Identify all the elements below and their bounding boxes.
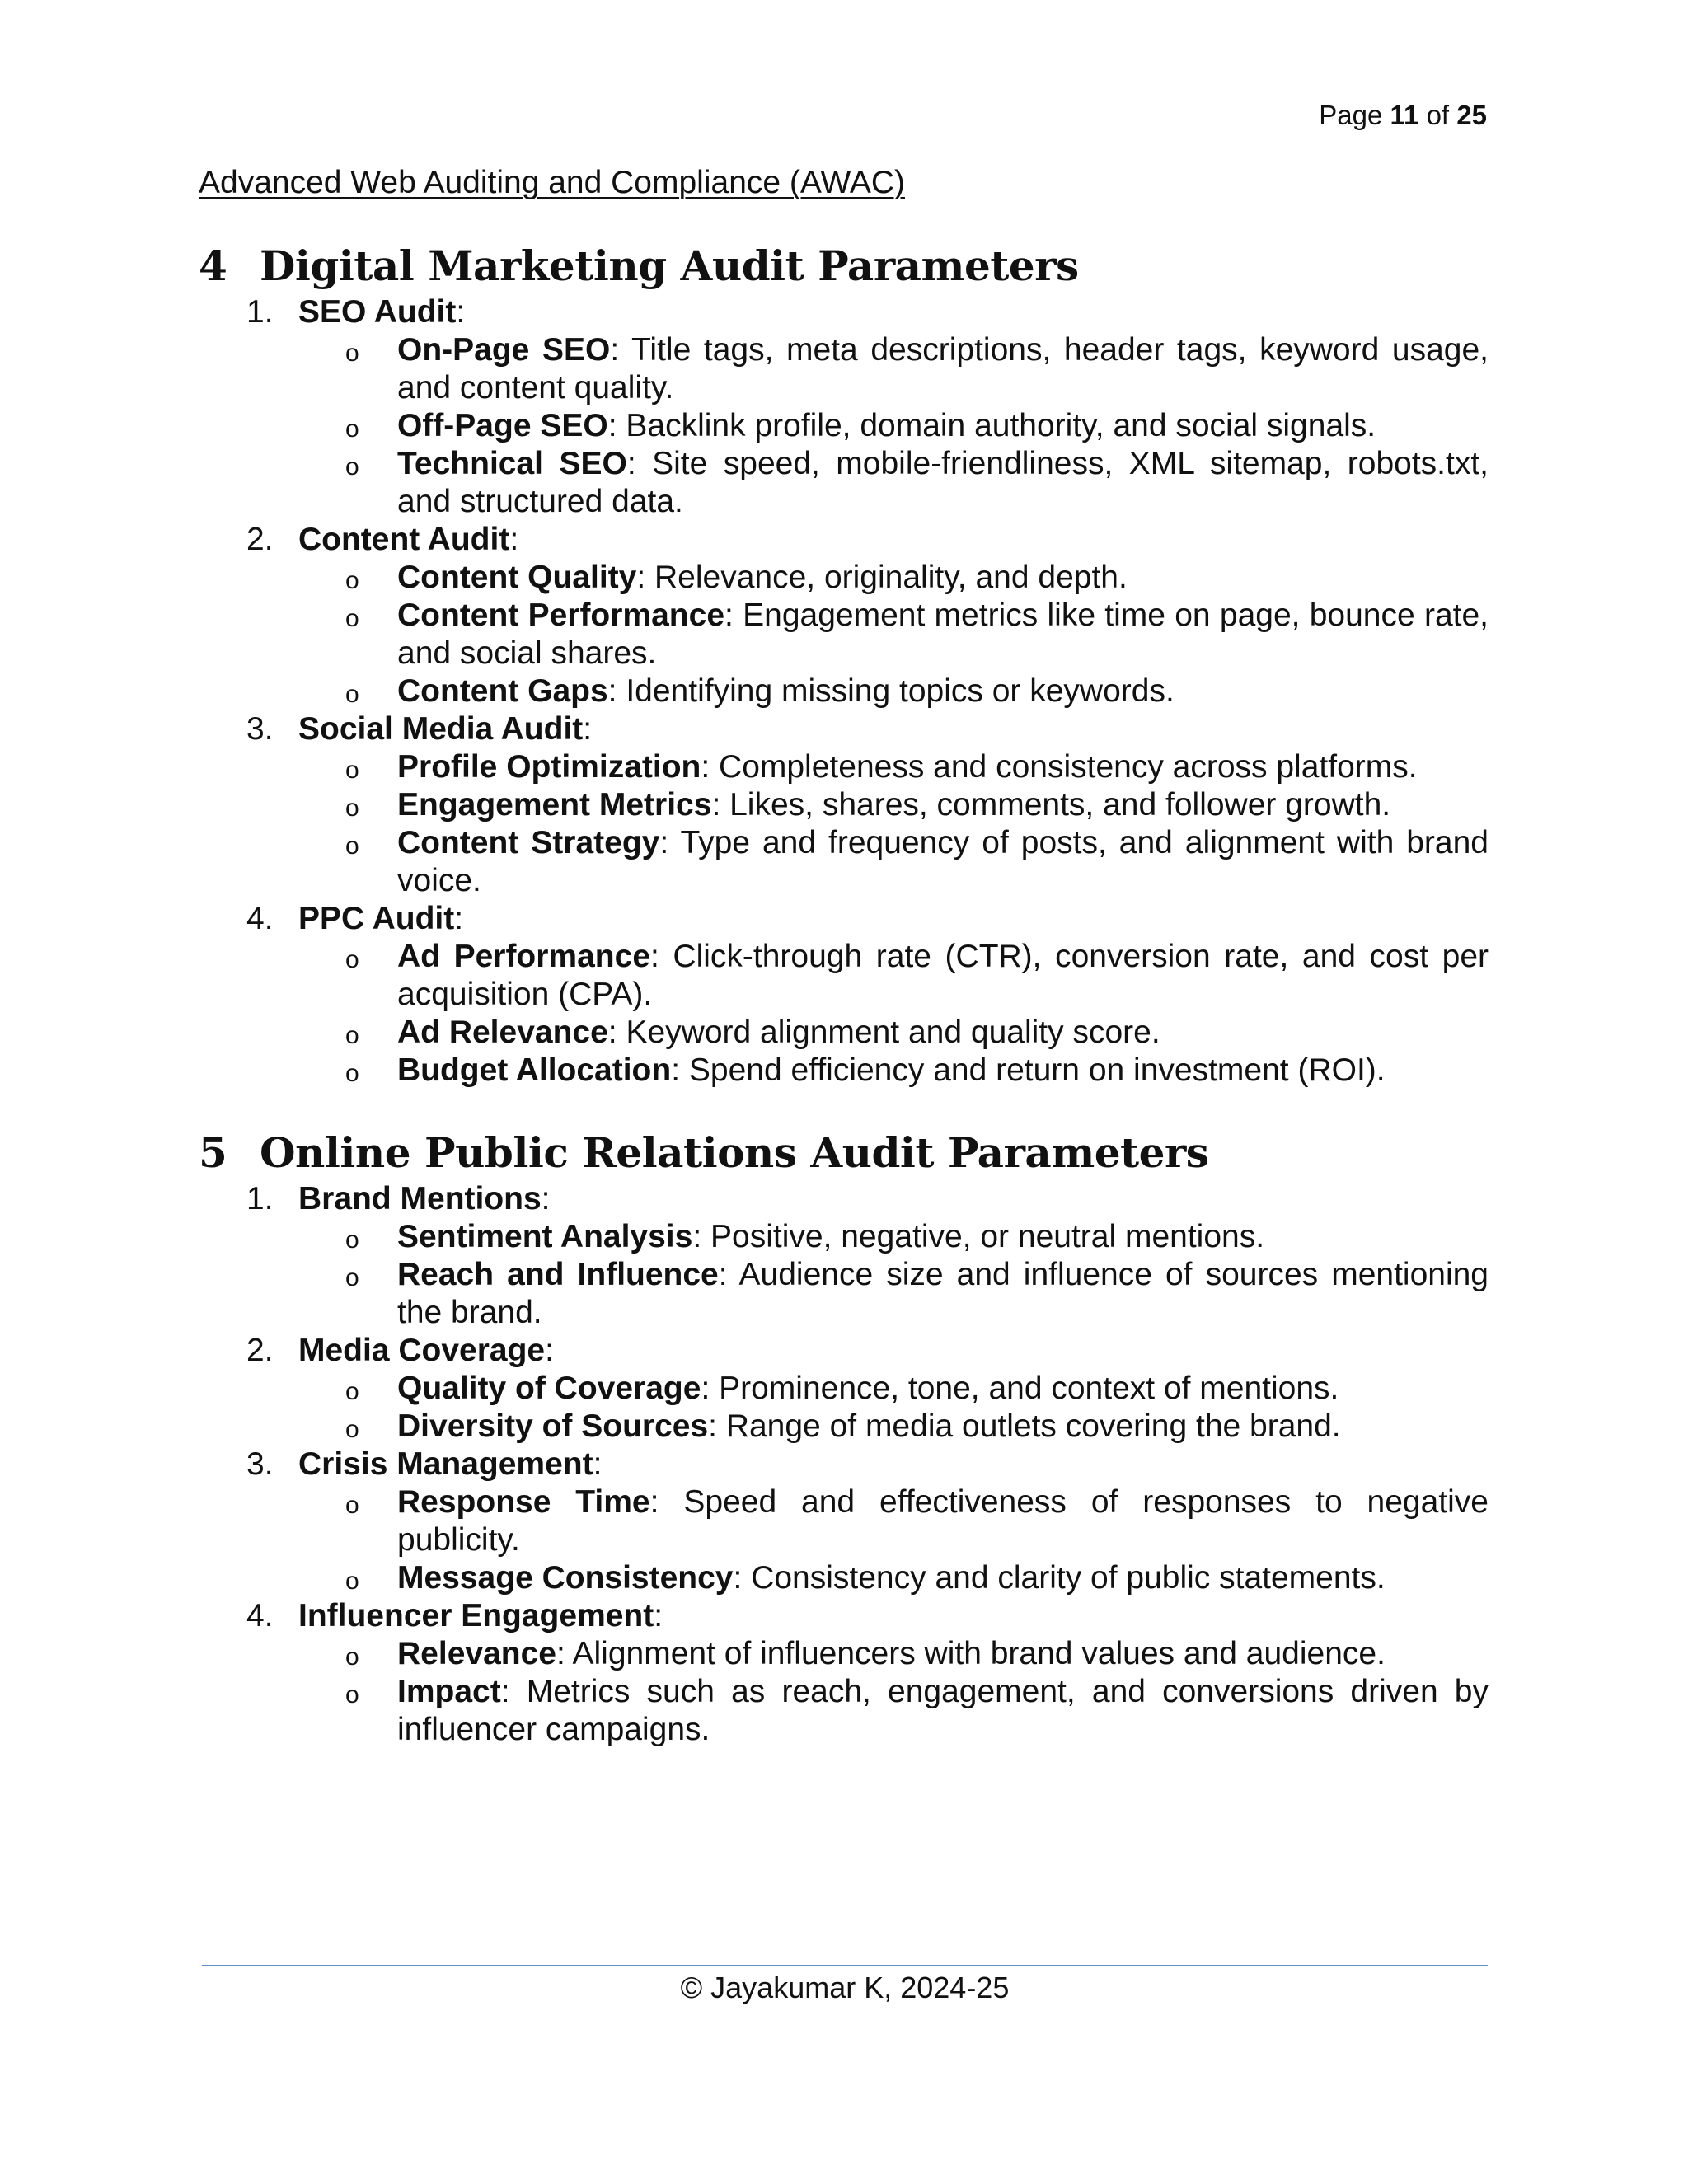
item-label: Technical SEO bbox=[397, 446, 627, 481]
item-label: Reach and Influence bbox=[397, 1257, 719, 1292]
list-item bbox=[199, 938, 1489, 1014]
item-label: Impact bbox=[397, 1674, 501, 1709]
category-content-audit: 2. Content Audit: bbox=[246, 522, 519, 557]
category-social-media-audit: 3. Social Media Audit: bbox=[246, 711, 593, 747]
list-item bbox=[199, 1014, 1489, 1052]
item-label: Content Performance bbox=[397, 598, 725, 633]
list-item bbox=[199, 1483, 1489, 1559]
category-media-coverage: 2. Media Coverage: bbox=[246, 1333, 554, 1368]
category-ppc-audit: 4. PPC Audit: bbox=[246, 901, 464, 936]
bullet-icon: o bbox=[345, 1643, 359, 1671]
page-number-separator: of bbox=[1426, 100, 1450, 130]
item-text: : Speed and effectiveness of responses to negative publicity. bbox=[397, 1484, 1489, 1558]
category-number: 2. bbox=[246, 1333, 274, 1368]
bullet-icon: o bbox=[345, 453, 359, 480]
section-number: 4 bbox=[199, 241, 227, 290]
page-number-prefix: Page bbox=[1319, 100, 1383, 130]
list-item bbox=[199, 1635, 1489, 1673]
category-title: Social Media Audit bbox=[298, 711, 584, 747]
list-item bbox=[199, 1370, 1489, 1408]
section-4 bbox=[199, 239, 1489, 1090]
item-text: : Likes, shares, comments, and follower growth. bbox=[711, 787, 1391, 823]
category-seo-audit: 1. SEO Audit: bbox=[246, 294, 466, 330]
list-item bbox=[199, 1673, 1489, 1749]
list-item bbox=[199, 1559, 1489, 1597]
section-heading bbox=[199, 239, 1489, 293]
item-label: Sentiment Analysis bbox=[397, 1219, 693, 1254]
bullet-icon: o bbox=[345, 1416, 359, 1443]
item-text: : Spend efficiency and return on investment (ROI). bbox=[671, 1052, 1386, 1088]
item-label: Off-Page SEO bbox=[397, 408, 608, 443]
category-crisis-management: 3. Crisis Management: bbox=[246, 1446, 603, 1482]
item-text: : Keyword alignment and quality score. bbox=[607, 1015, 1160, 1050]
list-item bbox=[199, 407, 1489, 445]
page-number-total: 25 bbox=[1456, 100, 1487, 130]
category-title: PPC Audit bbox=[298, 901, 455, 936]
list-item bbox=[199, 445, 1489, 521]
category-title: Crisis Management bbox=[298, 1446, 593, 1482]
item-text: : Title tags, meta descriptions, header tags, keyword usage, and content quality. bbox=[397, 332, 1489, 405]
item-text: : Engagement metrics like time on page, bounce rate, and social shares. bbox=[397, 598, 1489, 671]
bullet-icon: o bbox=[345, 605, 359, 632]
page-number-current: 11 bbox=[1390, 100, 1419, 130]
section-title: Digital Marketing Audit Parameters bbox=[260, 241, 1079, 290]
item-text: : Alignment of influencers with brand values and audience. bbox=[556, 1636, 1386, 1671]
bullet-icon: o bbox=[345, 1264, 359, 1291]
item-label: Content Strategy bbox=[397, 825, 660, 860]
bullet-icon: o bbox=[345, 415, 359, 443]
list-item bbox=[199, 1052, 1489, 1090]
category-title: Brand Mentions bbox=[298, 1181, 542, 1216]
item-text: : Audience size and influence of sources mentioning the brand. bbox=[397, 1257, 1489, 1330]
list-item bbox=[199, 1256, 1489, 1332]
section-number: 5 bbox=[199, 1128, 227, 1177]
category-brand-mentions: 1. Brand Mentions: bbox=[246, 1181, 551, 1216]
item-text: : Click-through rate (CTR), conversion rate, and cost per acquisition (CPA). bbox=[397, 939, 1489, 1012]
category-number: 3. bbox=[246, 1446, 274, 1482]
item-label: Ad Performance bbox=[397, 939, 651, 974]
category-title: Media Coverage bbox=[298, 1333, 546, 1368]
item-text: : Prominence, tone, and context of mentions. bbox=[701, 1371, 1339, 1406]
list-item bbox=[199, 559, 1489, 597]
list-item bbox=[199, 1408, 1489, 1446]
item-label: Content Quality bbox=[397, 560, 637, 595]
item-label: Quality of Coverage bbox=[397, 1371, 701, 1406]
page-number bbox=[1319, 99, 1487, 132]
bullet-icon: o bbox=[345, 757, 359, 784]
category-influencer-engagement: 4. Influencer Engagement: bbox=[246, 1598, 663, 1633]
item-text: : Consistency and clarity of public statements. bbox=[733, 1560, 1386, 1596]
bullet-icon: o bbox=[345, 1022, 359, 1049]
item-label: Ad Relevance bbox=[397, 1015, 608, 1050]
footer-divider bbox=[202, 1965, 1488, 1966]
list-item bbox=[199, 597, 1489, 673]
item-text: : Backlink profile, domain authority, and social signals. bbox=[607, 408, 1376, 443]
bullet-icon: o bbox=[345, 1060, 359, 1087]
list-item bbox=[199, 786, 1489, 824]
item-label: On-Page SEO bbox=[397, 332, 611, 368]
bullet-icon: o bbox=[345, 340, 359, 367]
section-heading bbox=[199, 1126, 1489, 1180]
bullet-icon: o bbox=[345, 681, 359, 708]
list-item bbox=[199, 673, 1489, 710]
item-label: Profile Optimization bbox=[397, 749, 701, 785]
document-header-title: Advanced Web Auditing and Compliance (AWAC) bbox=[199, 165, 905, 200]
footer-copyright: © Jayakumar K, 2024-25 bbox=[680, 1971, 1010, 2004]
list-item bbox=[199, 748, 1489, 786]
category-title: Influencer Engagement bbox=[298, 1598, 654, 1633]
section-5 bbox=[199, 1126, 1489, 1749]
bullet-icon: o bbox=[345, 946, 359, 973]
item-label: Diversity of Sources bbox=[397, 1408, 709, 1444]
item-label: Response Time bbox=[397, 1484, 650, 1520]
item-text: : Type and frequency of posts, and alignment with brand voice. bbox=[397, 825, 1489, 898]
item-text: : Positive, negative, or neutral mentions. bbox=[692, 1219, 1265, 1254]
category-number: 4. bbox=[246, 1598, 274, 1633]
section-title: Online Public Relations Audit Parameters bbox=[260, 1128, 1209, 1177]
item-label: Message Consistency bbox=[397, 1560, 734, 1596]
bullet-icon: o bbox=[345, 1378, 359, 1405]
item-text: : Completeness and consistency across platforms. bbox=[701, 749, 1418, 785]
category-number: 1. bbox=[246, 294, 274, 330]
category-number: 3. bbox=[246, 711, 274, 747]
bullet-icon: o bbox=[345, 832, 359, 860]
category-number: 2. bbox=[246, 522, 274, 557]
item-text: : Identifying missing topics or keywords. bbox=[607, 673, 1175, 709]
item-text: : Relevance, originality, and depth. bbox=[636, 560, 1128, 595]
item-label: Budget Allocation bbox=[397, 1052, 672, 1088]
list-item bbox=[199, 331, 1489, 407]
bullet-icon: o bbox=[345, 1492, 359, 1519]
bullet-icon: o bbox=[345, 1226, 359, 1254]
item-text: : Metrics such as reach, engagement, and conversions driven by influencer campaigns. bbox=[397, 1674, 1489, 1747]
category-number: 4. bbox=[246, 901, 274, 936]
category-number: 1. bbox=[246, 1181, 274, 1216]
bullet-icon: o bbox=[345, 1568, 359, 1595]
item-label: Relevance bbox=[397, 1636, 556, 1671]
category-title: SEO Audit bbox=[298, 294, 457, 330]
list-item bbox=[199, 824, 1489, 900]
item-text: : Site speed, mobile-friendliness, XML sitemap, robots.txt, and structured data. bbox=[397, 446, 1489, 519]
bullet-icon: o bbox=[345, 1681, 359, 1708]
bullet-icon: o bbox=[345, 794, 359, 822]
item-label: Engagement Metrics bbox=[397, 787, 712, 823]
category-title: Content Audit bbox=[298, 522, 510, 557]
bullet-icon: o bbox=[345, 567, 359, 594]
list-item bbox=[199, 1218, 1489, 1256]
item-text: : Range of media outlets covering the brand. bbox=[708, 1408, 1341, 1444]
item-label: Content Gaps bbox=[397, 673, 608, 709]
